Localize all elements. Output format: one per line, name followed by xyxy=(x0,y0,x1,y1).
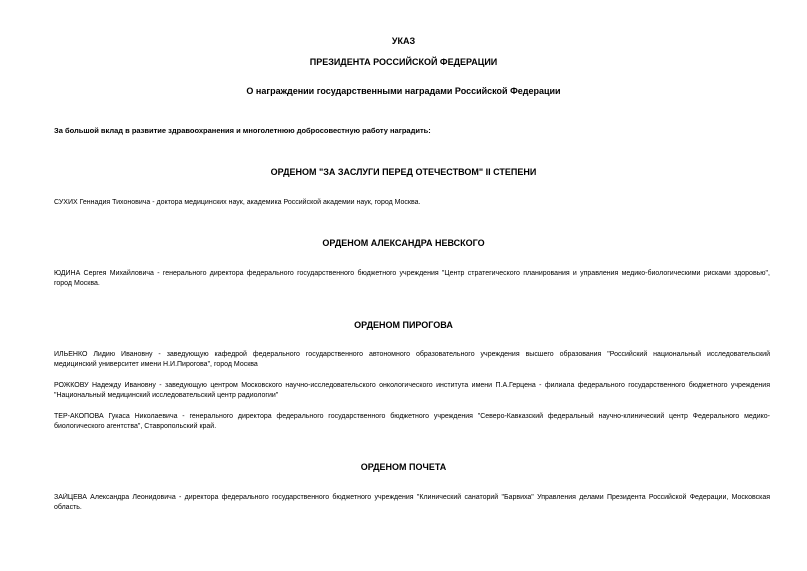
award-entry-line: область. xyxy=(54,504,82,511)
section-title-order-merit: ОРДЕНОМ "ЗА ЗАСЛУГИ ПЕРЕД ОТЕЧЕСТВОМ" II СТЕПЕНИ xyxy=(270,167,537,177)
award-entry-line: "Национальный медицинский исследовательский центр радиологии" xyxy=(54,392,279,399)
award-entry-line: ЗАЙЦЕВА Александра Леонидовича - директора федерального государственного бюджетного учреждения "Клинический санаторий "Барвиха" Управления делами Президента Российской Федерации, Московская xyxy=(54,494,770,501)
award-entry-ter-akopov xyxy=(54,412,770,432)
award-entry-rozhkova xyxy=(54,381,770,401)
decree-subject: О награждении государственными наградами Российской Федерации xyxy=(246,86,561,96)
award-entry-line: биологического агентства", Ставропольский край. xyxy=(54,423,217,430)
award-entry-line: ЮДИНА Сергея Михайловича - генерального директора федерального государственного бюджетного учреждения "Центр стратегического планирования и управления медико-биологическими рисками здоровью", xyxy=(54,270,770,277)
section-title-order-honor: ОРДЕНОМ ПОЧЕТА xyxy=(360,462,447,472)
section-title-order-nevsky: ОРДЕНОМ АЛЕКСАНДРА НЕВСКОГО xyxy=(322,238,485,248)
award-entry-line: РОЖКОВУ Надежду Ивановну - заведующую центром Московского научно-исследовательского онкологического института имени П.А.Герцена - филиала федерального государственного бюджетного учреждения xyxy=(54,382,770,389)
decree-issuer: ПРЕЗИДЕНТА РОССИЙСКОЙ ФЕДЕРАЦИИ xyxy=(309,57,498,67)
award-entry-line: ИЛЬЕНКО Лидию Ивановну - заведующую кафедрой федерального государственного автономного образовательного учреждения высшего образования "Российский национальный исследовательский xyxy=(54,351,770,358)
decree-intro: За большой вклад в развитие здравоохранения и многолетнюю добросовестную работу наградить: xyxy=(54,126,431,135)
section-title-order-pirogov: ОРДЕНОМ ПИРОГОВА xyxy=(354,320,453,330)
award-entry-line: город Москва. xyxy=(54,280,100,287)
award-entry-yudin xyxy=(54,269,770,289)
award-entry-ilenko xyxy=(54,350,770,370)
award-entry-zaitsev xyxy=(54,493,770,513)
award-entry-line: ТЕР-АКОПОВА Гукаса Николаевича - генерального директора федерального государственного бюджетного учреждения "Северо-Кавказский федеральный научно-клинический центр Федерального медико- xyxy=(54,413,770,420)
award-entry-sukhikh: СУХИХ Геннадия Тихоновича - доктора медицинских наук, академика Российской академии наук, город Москва. xyxy=(54,199,421,206)
decree-title: УКАЗ xyxy=(391,36,416,46)
award-entry-line: медицинский университет имени Н.И.Пирогова", город Москва xyxy=(54,361,258,368)
